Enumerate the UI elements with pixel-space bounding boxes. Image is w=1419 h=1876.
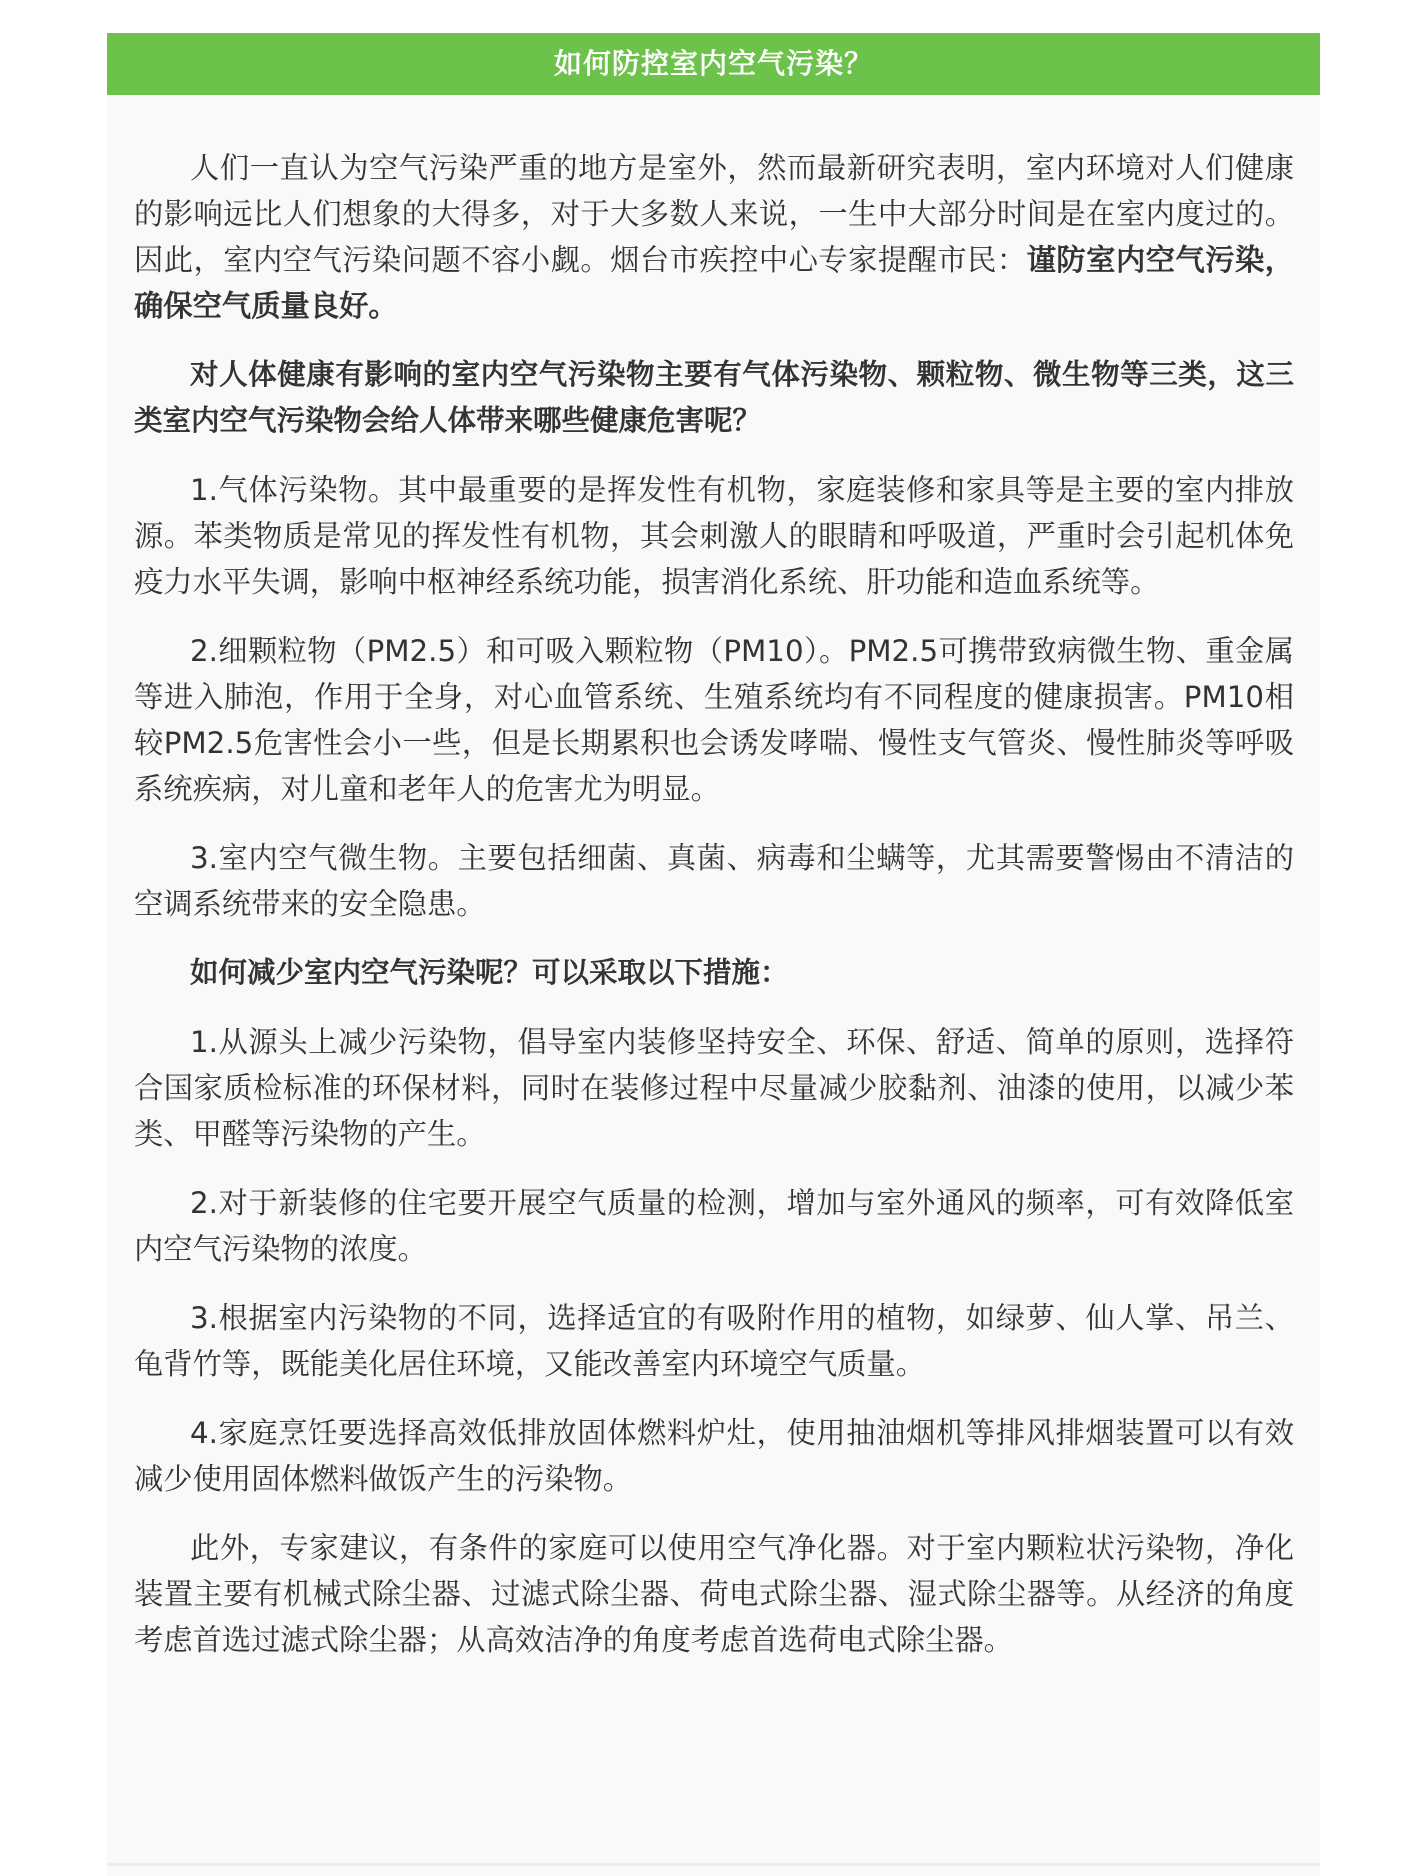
article-panel [107,33,1320,1876]
gas-pollutants-paragraph: 1.气体污染物。其中最重要的是挥发性有机物，家庭装修和家具等是主要的室内排放源。苯类物质是常见的挥发性有机物，其会刺激人的眼睛和呼吸道，严重时会引起机体免疫力水平失调，影响中枢神经系统功能，损害消化系统、肝功能和造血系统等。 [134,473,1294,599]
title-bar [107,33,1320,95]
measure-3-paragraph: 3.根据室内污染物的不同，选择适宜的有吸附作用的植物，如绿萝、仙人掌、吊兰、龟背竹等，既能美化居住环境，又能改善室内环境空气质量。 [134,1301,1294,1381]
intro-paragraph [134,145,1294,329]
article-body [107,95,1320,1663]
intro-text: 人们一直认为空气污染严重的地方是室外，然而最新研究表明，室内环境对人们健康的影响远比人们想象的大得多，对于大多数人来说，一生中大部分时间是在室内度过的。因此，室内空气污染问题不容小觑。烟台市疾控中心专家提醒市民： [134,151,1294,277]
bottom-divider [107,1863,1320,1866]
particulate-paragraph: 2.细颗粒物（PM2.5）和可吸入颗粒物（PM10）。PM2.5可携带致病微生物、重金属等进入肺泡，作用于全身，对心血管系统、生殖系统均有不同程度的健康损害。PM10相较PM2.5危害性会小一些，但是长期累积也会诱发哮喘、慢性支气管炎、慢性肺炎等呼吸系统疾病，对儿童和老年人的危害尤为明显。 [134,634,1294,806]
intro-emphasis: 谨防室内空气污染，确保空气质量良好。 [134,243,1295,323]
article-title: 如何防控室内空气污染？ [553,47,873,80]
measures-heading: 如何减少室内空气污染呢？可以采取以下措施： [190,956,789,989]
measure-1-paragraph: 1.从源头上减少污染物，倡导室内装修坚持安全、环保、舒适、简单的原则，选择符合国家质检标准的环保材料，同时在装修过程中尽量减少胶黏剂、油漆的使用，以减少苯类、甲醛等污染物的产生。 [134,1025,1294,1151]
microbes-paragraph: 3.室内空气微生物。主要包括细菌、真菌、病毒和尘螨等，尤其需要警惕由不清洁的空调系统带来的安全隐患。 [134,841,1294,921]
measure-4-paragraph: 4.家庭烹饪要选择高效低排放固体燃料炉灶，使用抽油烟机等排风排烟装置可以有效减少使用固体燃料做饭产生的污染物。 [134,1416,1294,1496]
pollutant-types-heading: 对人体健康有影响的室内空气污染物主要有气体污染物、颗粒物、微生物等三类，这三类室内空气污染物会给人体带来哪些健康危害呢？ [134,358,1294,437]
air-purifier-paragraph: 此外，专家建议，有条件的家庭可以使用空气净化器。对于室内颗粒状污染物，净化装置主要有机械式除尘器、过滤式除尘器、荷电式除尘器、湿式除尘器等。从经济的角度考虑首选过滤式除尘器；从高效洁净的角度考虑首选荷电式除尘器。 [134,1531,1294,1657]
measure-2-paragraph: 2.对于新装修的住宅要开展空气质量的检测，增加与室外通风的频率，可有效降低室内空气污染物的浓度。 [134,1186,1294,1266]
